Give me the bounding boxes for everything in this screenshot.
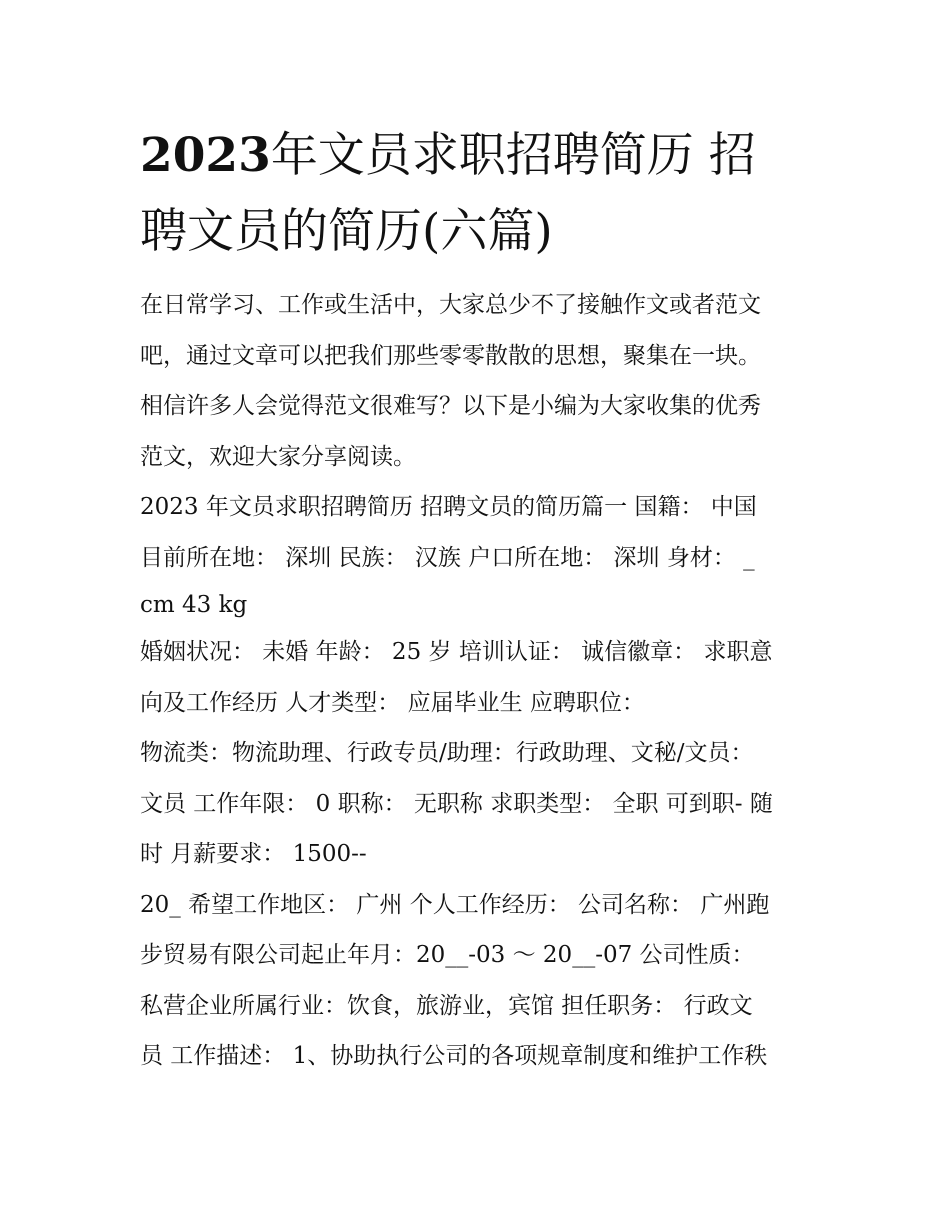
body-line: 物流类：物流助理、行政专员/助理：行政助理、文秘/文员：	[140, 740, 754, 766]
body-line: 婚姻状况： 未婚 年龄： 25 岁 培训认证： 诚信徽章： 求职意	[140, 639, 773, 665]
body-line: 向及工作经历 人才类型： 应届毕业生 应聘职位：	[140, 689, 645, 716]
body-line: 2023 年文员求职招聘简历 招聘文员的简历篇一 国籍： 中国	[140, 494, 757, 520]
intro-line: 相信许多人会觉得范文很难写？以下是小编为大家收集的优秀	[140, 393, 761, 419]
intro-paragraph	[140, 280, 815, 482]
body-line: 时 月薪要求： 1500--	[140, 841, 367, 867]
document-title	[140, 118, 815, 270]
body-line: 目前所在地： 深圳 民族： 汉族 户口所在地： 深圳 身材： _	[140, 544, 755, 571]
body-line: 文员 工作年限： 0 职称： 无职称 求职类型： 全职 可到职- 随	[140, 790, 773, 817]
body-line: cm 43 kg	[140, 592, 248, 618]
intro-line: 范文，欢迎大家分享阅读。	[140, 443, 416, 470]
intro-line: 吧，通过文章可以把我们那些零零散散的思想，聚集在一块。	[140, 342, 761, 369]
title-line2: 聘文员的简历(六篇)	[140, 204, 553, 259]
document-body	[140, 280, 815, 1082]
document-content	[140, 118, 815, 1082]
body-line: 私营企业所属行业：饮食，旅游业，宾馆 担任职务： 行政文	[140, 992, 753, 1019]
intro-line: 在日常学习、工作或生活中，大家总少不了接触作文或者范文	[140, 292, 761, 318]
title-year: 2023	[140, 128, 271, 183]
body-line: 员 工作描述： 1、协助执行公司的各项规章制度和维护工作秩	[140, 1043, 768, 1069]
body-line: 步贸易有限公司起止年月：20__-03 ～ 20__-07 公司性质：	[140, 942, 755, 968]
title-line1: 年文员求职招聘简历 招	[270, 128, 756, 183]
body-line: 20_ 希望工作地区： 广州 个人工作经历： 公司名称： 广州跑	[140, 891, 770, 918]
resume-details	[140, 482, 815, 1082]
